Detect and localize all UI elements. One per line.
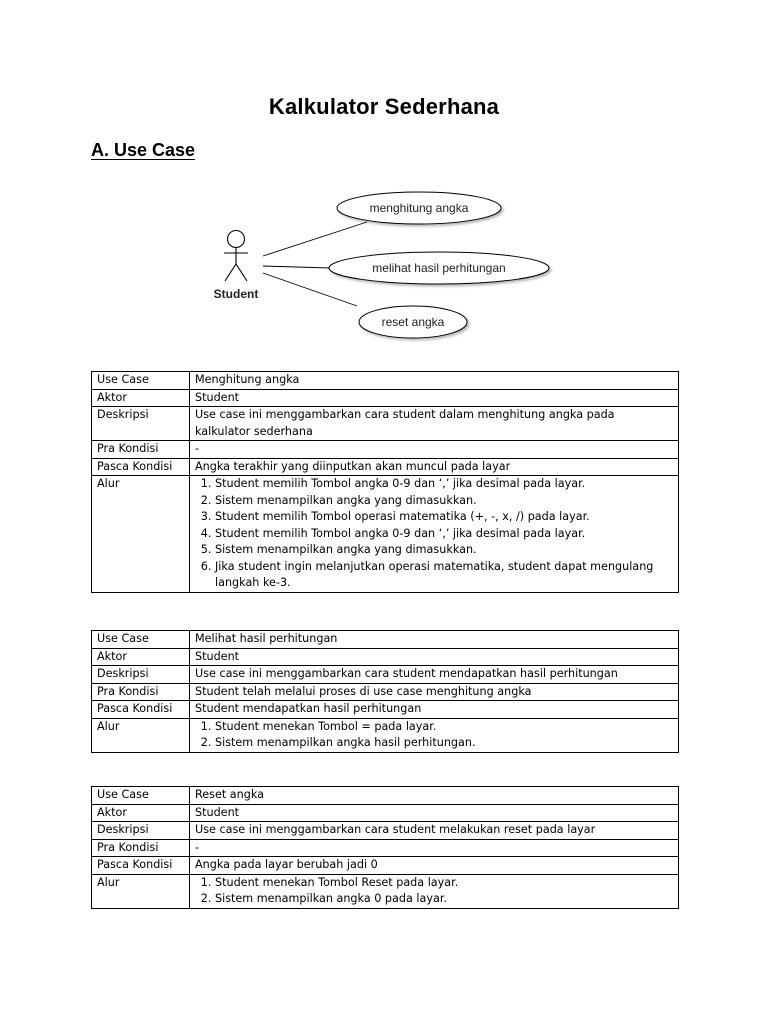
row-label: Aktor <box>92 648 190 666</box>
association-menghitung <box>263 222 367 256</box>
row-label: Pasca Kondisi <box>92 458 190 476</box>
row-label: Pra Kondisi <box>92 441 190 459</box>
table-row <box>92 648 679 666</box>
alur-step: 1. Student menekan Tombol Reset pada layar. <box>215 875 673 892</box>
alur-step: 2. Sistem menampilkan angka 0 pada layar. <box>215 891 673 908</box>
use-case-table-reset <box>91 786 679 909</box>
table-row <box>92 822 679 840</box>
row-value: Student mendapatkan hasil perhitungan <box>190 701 679 719</box>
table-row-alur <box>92 874 679 908</box>
table-row <box>92 804 679 822</box>
alur-steps <box>190 874 679 908</box>
use-case-table-menghitung <box>91 371 679 593</box>
table-row <box>92 372 679 390</box>
association-reset <box>263 273 357 306</box>
alur-step: 3. Student memilih Tombol operasi matematika (+, -, x, /) pada layar. <box>215 509 673 526</box>
row-value: Student <box>190 804 679 822</box>
row-label: Alur <box>92 718 190 752</box>
row-label: Aktor <box>92 389 190 407</box>
row-value: Melihat hasil perhitungan <box>190 631 679 649</box>
table-row-alur <box>92 718 679 752</box>
row-value: Student <box>190 648 679 666</box>
actor-student-figure <box>224 231 248 282</box>
row-value: Student telah melalui proses di use case menghitung angka <box>190 683 679 701</box>
section-heading-use-case: A. Use Case <box>91 140 196 160</box>
use-case-melihat-label: melihat hasil perhitungan <box>372 261 506 275</box>
row-label: Alur <box>92 476 190 593</box>
row-label: Deskripsi <box>92 666 190 684</box>
row-label: Deskripsi <box>92 407 190 441</box>
use-case-reset <box>359 306 467 338</box>
page-title: Kalkulator Sederhana <box>268 94 500 119</box>
row-value: Student <box>190 389 679 407</box>
alur-steps <box>190 476 679 593</box>
row-label: Pasca Kondisi <box>92 701 190 719</box>
table-row <box>92 407 679 441</box>
alur-step: 6. Jika student ingin melanjutkan operasi matematika, student dapat mengulang langkah ke-3. <box>215 559 673 592</box>
alur-step: 1. Student menekan Tombol = pada layar. <box>215 719 673 736</box>
row-label: Alur <box>92 874 190 908</box>
row-label: Aktor <box>92 804 190 822</box>
table-row <box>92 701 679 719</box>
alur-step: 2. Sistem menampilkan angka hasil perhitungan. <box>215 735 673 752</box>
row-value: Reset angka <box>190 787 679 805</box>
row-value: Use case ini menggambarkan cara student melakukan reset pada layar <box>190 822 679 840</box>
row-label: Use Case <box>92 372 190 390</box>
table-row <box>92 631 679 649</box>
table-row <box>92 458 679 476</box>
row-value: Angka terakhir yang diinputkan akan muncul pada layar <box>190 458 679 476</box>
alur-step: 5. Sistem menampilkan angka yang dimasukkan. <box>215 542 673 559</box>
alur-step: 4. Student memilih Tombol angka 0-9 dan ‘,’ jika desimal pada layar. <box>215 526 673 543</box>
row-value: - <box>190 441 679 459</box>
actor-student-label: Student <box>213 287 259 301</box>
row-value: Use case ini menggambarkan cara student dalam menghitung angka pada kalkulator sederhana <box>190 407 679 441</box>
row-value: Angka pada layar berubah jadi 0 <box>190 857 679 875</box>
use-case-reset-label: reset angka <box>381 315 445 329</box>
use-case-table-melihat <box>91 630 679 753</box>
use-case-menghitung <box>337 192 501 224</box>
table-row <box>92 389 679 407</box>
row-label: Pasca Kondisi <box>92 857 190 875</box>
table-row <box>92 787 679 805</box>
table-row <box>92 857 679 875</box>
use-case-melihat <box>329 252 549 284</box>
row-value: Use case ini menggambarkan cara student mendapatkan hasil perhitungan <box>190 666 679 684</box>
table-row <box>92 683 679 701</box>
alur-steps <box>190 718 679 752</box>
row-label: Deskripsi <box>92 822 190 840</box>
table-row <box>92 441 679 459</box>
alur-step: 2. Sistem menampilkan angka yang dimasukkan. <box>215 493 673 510</box>
row-label: Pra Kondisi <box>92 839 190 857</box>
row-label: Pra Kondisi <box>92 683 190 701</box>
row-label: Use Case <box>92 787 190 805</box>
use-case-menghitung-label: menghitung angka <box>369 201 469 215</box>
row-label: Use Case <box>92 631 190 649</box>
table-row <box>92 839 679 857</box>
table-row-alur <box>92 476 679 593</box>
table-row <box>92 666 679 684</box>
alur-step: 1. Student memilih Tombol angka 0-9 dan ‘,’ jika desimal pada layar. <box>215 476 673 493</box>
row-value: Menghitung angka <box>190 372 679 390</box>
row-value: - <box>190 839 679 857</box>
use-case-diagram <box>0 0 768 360</box>
association-melihat <box>263 266 330 268</box>
